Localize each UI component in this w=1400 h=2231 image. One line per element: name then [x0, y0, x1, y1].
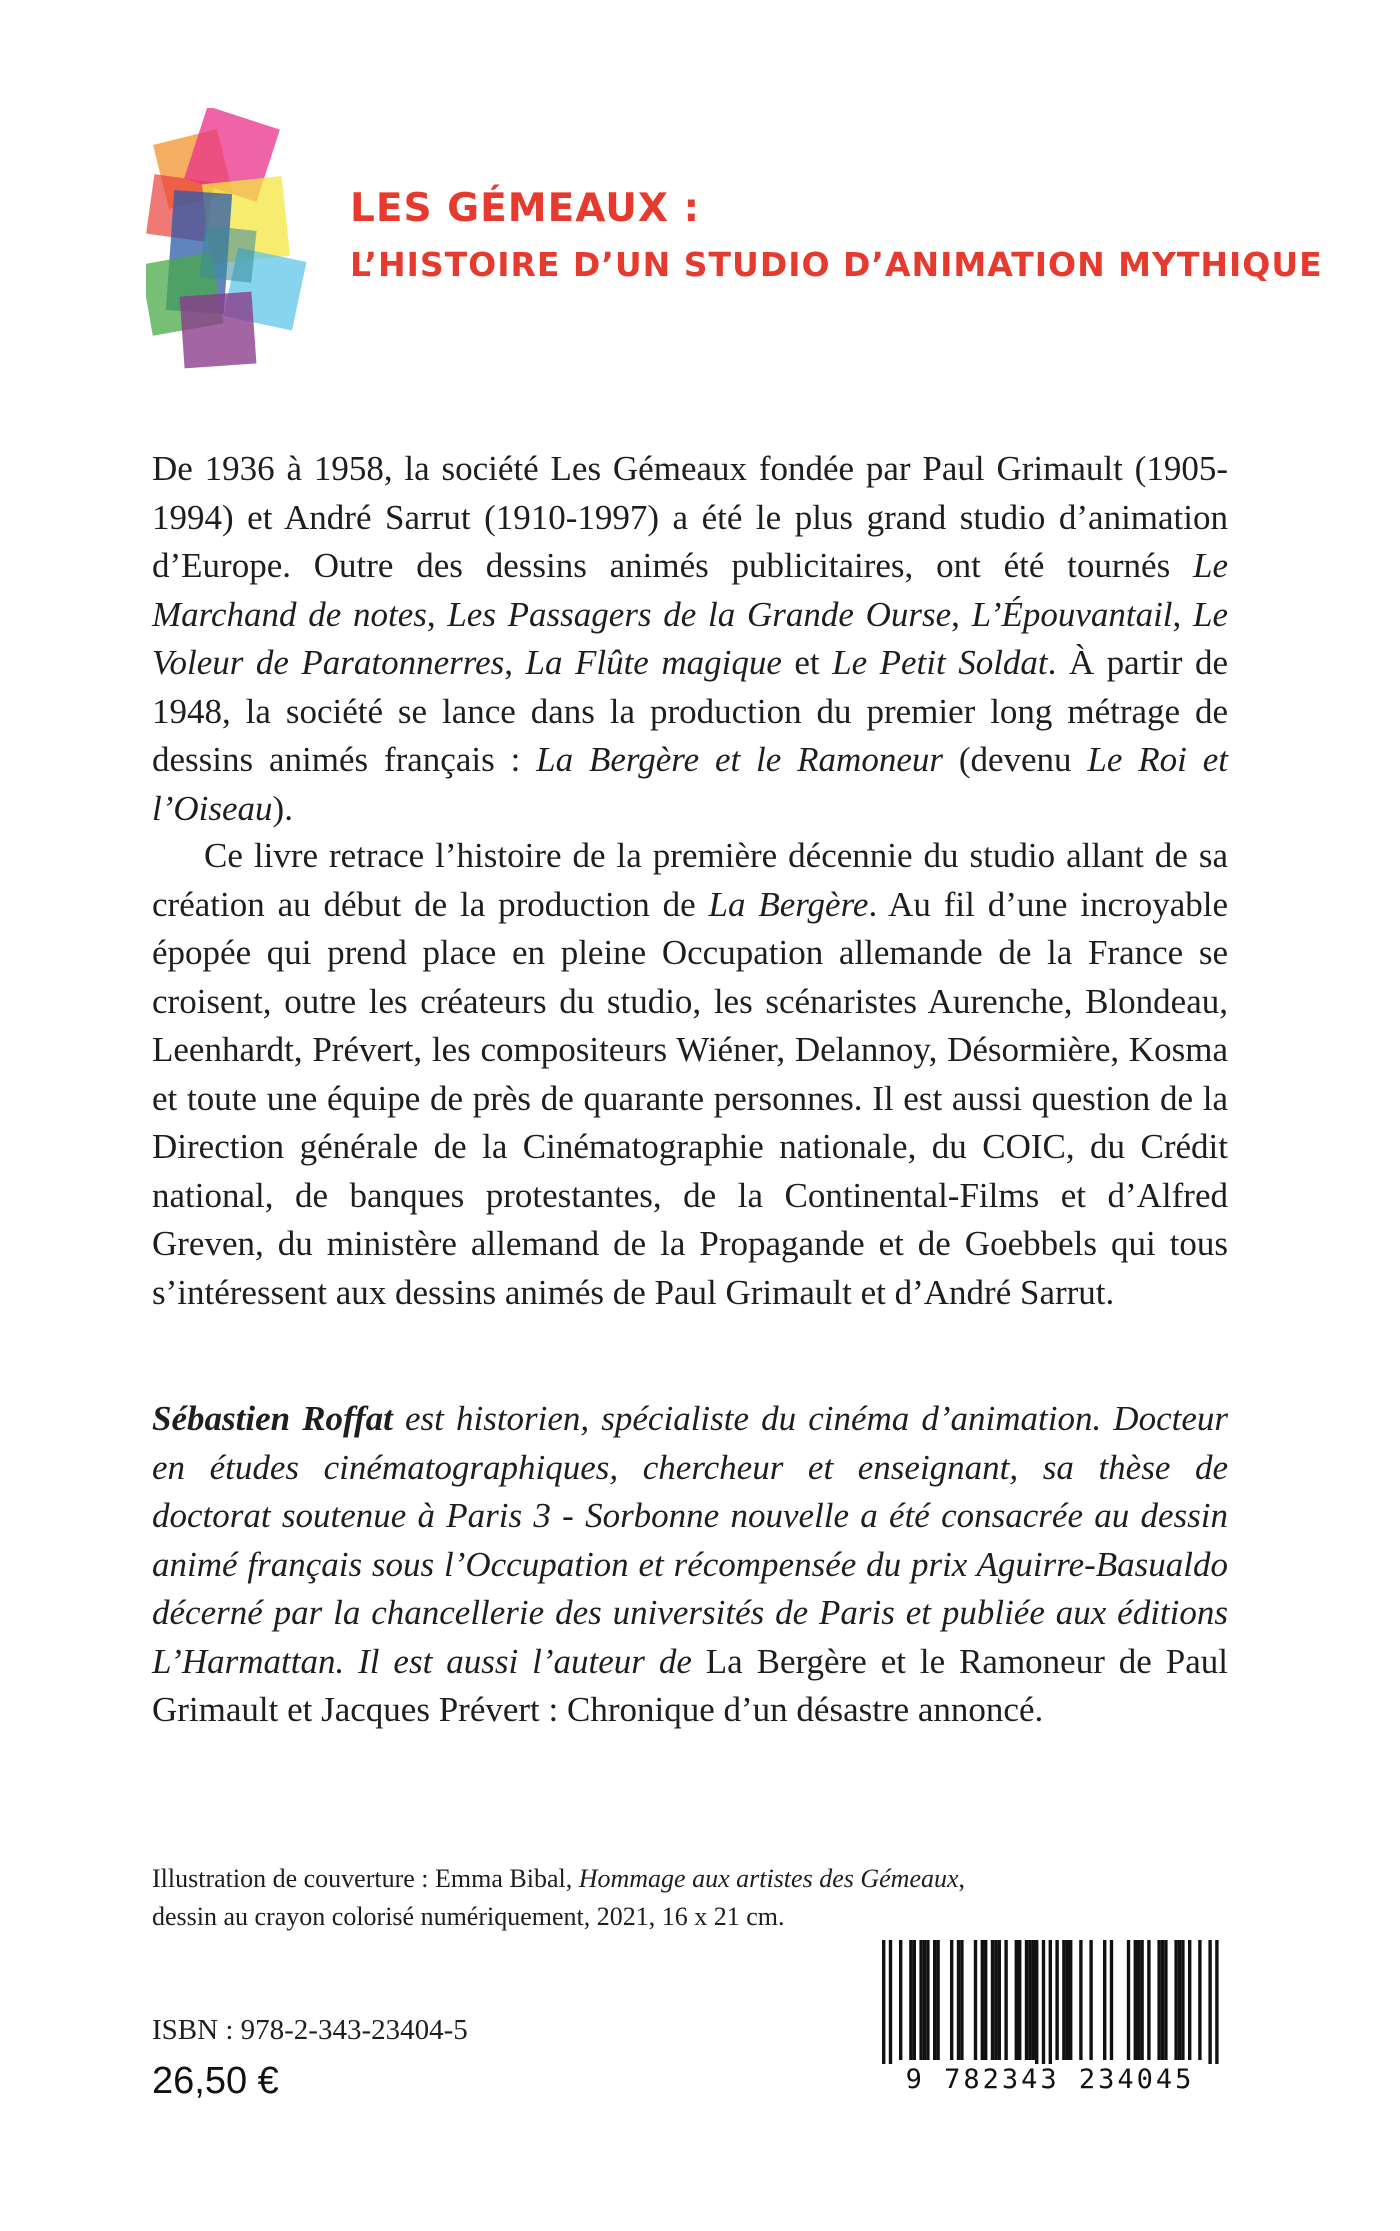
- text-run: et: [781, 643, 833, 682]
- summary-paragraph-1: [152, 445, 1228, 833]
- text-run: . À partir de 1948, la société se lance dans la production du premier long métrage de dessins animés français :: [152, 643, 1228, 779]
- text-run: ).: [272, 788, 293, 828]
- title-line-1: LES GÉMEAUX :: [350, 186, 701, 231]
- barcode-bar: [1178, 1940, 1181, 2060]
- cover-illustration-credit: [152, 1860, 1012, 1936]
- film-title: La Bergère: [708, 884, 869, 924]
- text-run: est historien, spécialiste du cinéma d’animation. Docteur en études cinématographiques, chercheur et enseignant, sa thèse de doctorat soutenue à Paris 3 - Sorbonne nouvelle a été consacrée au dessin animé français sous l’Occupation et récompensée du prix Aguirre-Basualdo décerné par la chancellerie des universités de Paris et publiée aux éditions L’Harmattan. Il est aussi l’auteur de: [152, 1399, 1228, 1681]
- barcode-bar: [1188, 1940, 1191, 2060]
- barcode-bar: [899, 1940, 902, 2060]
- barcode-bar: [960, 1940, 963, 2060]
- barcode-bar: [1174, 1940, 1177, 2060]
- film-title: La Flûte magique: [525, 643, 782, 682]
- text-run: . Au fil d’une incroyable épopée qui prend place en pleine Occupation allemande de la France se croisent, outre les créateurs du studio, les scénaristes Aurenche, Blondeau, Leenhardt, Prévert, les compositeurs Wiéner, Delannoy, Désormière, Kosma et toute une équipe de près de quarante personnes. Il est aussi question de la Direction générale de la Cinématographie nationale, du COIC, du Crédit national, de banques protestantes, de la Continental-Films et d’Alfred Greven, du ministère allemand de la Propagande et de Goebbels qui tous s’intéressent aux dessins animés de Paul Grimault et d’André Sarrut.: [152, 884, 1228, 1312]
- barcode-bar: [1161, 1940, 1164, 2060]
- logo-square-purple: [180, 292, 257, 369]
- film-title: Les Passagers de la Grande Ourse: [447, 594, 952, 634]
- book-title-reference: La Bergère et le Ramoneur de Paul Grimault et Jacques Prévert : Chronique d’un désastre annoncé.: [152, 1641, 1228, 1729]
- barcode-bar: [1208, 1940, 1211, 2070]
- title-line-2: L’HISTOIRE D’UN STUDIO D’ANIMATION MYTHIQUE: [350, 245, 1323, 284]
- barcode-bar: [1028, 1940, 1031, 2060]
- barcode-bar: [1079, 1940, 1082, 2060]
- barcode-bar: [936, 1940, 939, 2060]
- publisher-logo: [146, 108, 322, 380]
- barcode-bar: [1062, 1940, 1065, 2060]
- barcode-bar: [889, 1940, 892, 2070]
- barcode-bar: [923, 1940, 926, 2060]
- barcode-bar: [950, 1940, 953, 2060]
- film-title: Le Marchand de notes: [152, 546, 1228, 634]
- author-biography: [152, 1395, 1228, 1735]
- logo-square-teal: [199, 225, 256, 282]
- barcode-bar: [1042, 1940, 1045, 2070]
- text-run: , dessin au crayon colorisé numériquement, 2021, 16 x 21 cm.: [152, 1864, 966, 1931]
- barcode-bar: [1103, 1940, 1106, 2060]
- barcode-bar: [1055, 1940, 1058, 2060]
- barcode-bar: [1025, 1940, 1028, 2060]
- barcode-bar: [1140, 1940, 1143, 2060]
- barcode-bar: [1035, 1940, 1038, 2070]
- text-run: ,: [1172, 594, 1194, 634]
- barcode-bar: [1018, 1940, 1021, 2060]
- barcode-bar: [1134, 1940, 1137, 2060]
- barcode-bar: [933, 1940, 936, 2060]
- barcode-bar: [1110, 1940, 1113, 2060]
- text-run: Ce livre retrace l’histoire de la première décennie du studio allant de sa création au début de la production de: [152, 836, 1228, 924]
- summary-paragraph-2: [152, 832, 1228, 1317]
- text-run: Illustration de couverture : Emma Bibal,: [152, 1864, 579, 1893]
- artwork-title: Hommage aux artistes des Gémeaux: [578, 1864, 959, 1893]
- barcode-bar: [1089, 1940, 1092, 2060]
- barcode-bar: [1181, 1940, 1184, 2060]
- film-title: Le Voleur de Paratonnerres: [152, 594, 1229, 682]
- book-title: [350, 183, 1350, 295]
- barcode-bar: [919, 1940, 922, 2060]
- film-title: La Bergère et le Ramoneur: [536, 740, 943, 779]
- barcode-bar: [1015, 1940, 1018, 2060]
- barcode-bar: [957, 1940, 960, 2060]
- author-name: Sébastien Roffat: [152, 1399, 393, 1438]
- barcode-bar: [882, 1940, 885, 2070]
- barcode-bar: [984, 1940, 987, 2060]
- barcode-bar: [913, 1940, 916, 2060]
- barcode-digits: 9 782343 234045: [870, 2064, 1230, 2096]
- text-run: De 1936 à 1958, la société Les Gémeaux fondée par Paul Grimault (1905-1994) et André Sarrut (1910-1997) a été le plus grand studio d’animation d’Europe. Outre des dessins animés publicitaires, ont été tournés: [152, 449, 1228, 585]
- film-title: Le Petit Soldat: [832, 643, 1048, 682]
- isbn: ISBN : 978-2-343-23404-5: [152, 2014, 468, 2046]
- text-run: (devenu: [942, 740, 1088, 779]
- barcode-bar: [1198, 1940, 1201, 2060]
- barcode: [870, 1940, 1230, 2096]
- price: 26,50 €: [152, 2060, 279, 2102]
- barcode-bar: [1157, 1940, 1160, 2060]
- barcode-bar: [1066, 1940, 1069, 2060]
- barcode-bar: [1049, 1940, 1052, 2070]
- barcode-bar: [991, 1940, 994, 2060]
- barcode-bar: [1137, 1940, 1140, 2060]
- barcode-bar: [998, 1940, 1001, 2060]
- barcode-bar: [974, 1940, 977, 2060]
- barcode-bar: [926, 1940, 929, 2060]
- text-run: ,: [504, 643, 526, 682]
- barcode-bars: [870, 1940, 1230, 2070]
- film-title: L’Épouvantail: [971, 594, 1173, 634]
- barcode-bar: [1127, 1940, 1130, 2060]
- barcode-bar: [994, 1940, 997, 2060]
- barcode-bar: [1032, 1940, 1035, 2060]
- text-run: ,: [951, 594, 972, 634]
- barcode-bar: [1004, 1940, 1007, 2060]
- barcode-bar: [909, 1940, 912, 2060]
- film-title: Le Roi et l’Oiseau: [152, 740, 1228, 828]
- text-run: ,: [426, 594, 448, 634]
- barcode-bar: [1164, 1940, 1167, 2060]
- barcode-bar: [1069, 1940, 1072, 2060]
- barcode-bar: [981, 1940, 984, 2060]
- barcode-bar: [1215, 1940, 1218, 2070]
- barcode-bar: [1147, 1940, 1150, 2060]
